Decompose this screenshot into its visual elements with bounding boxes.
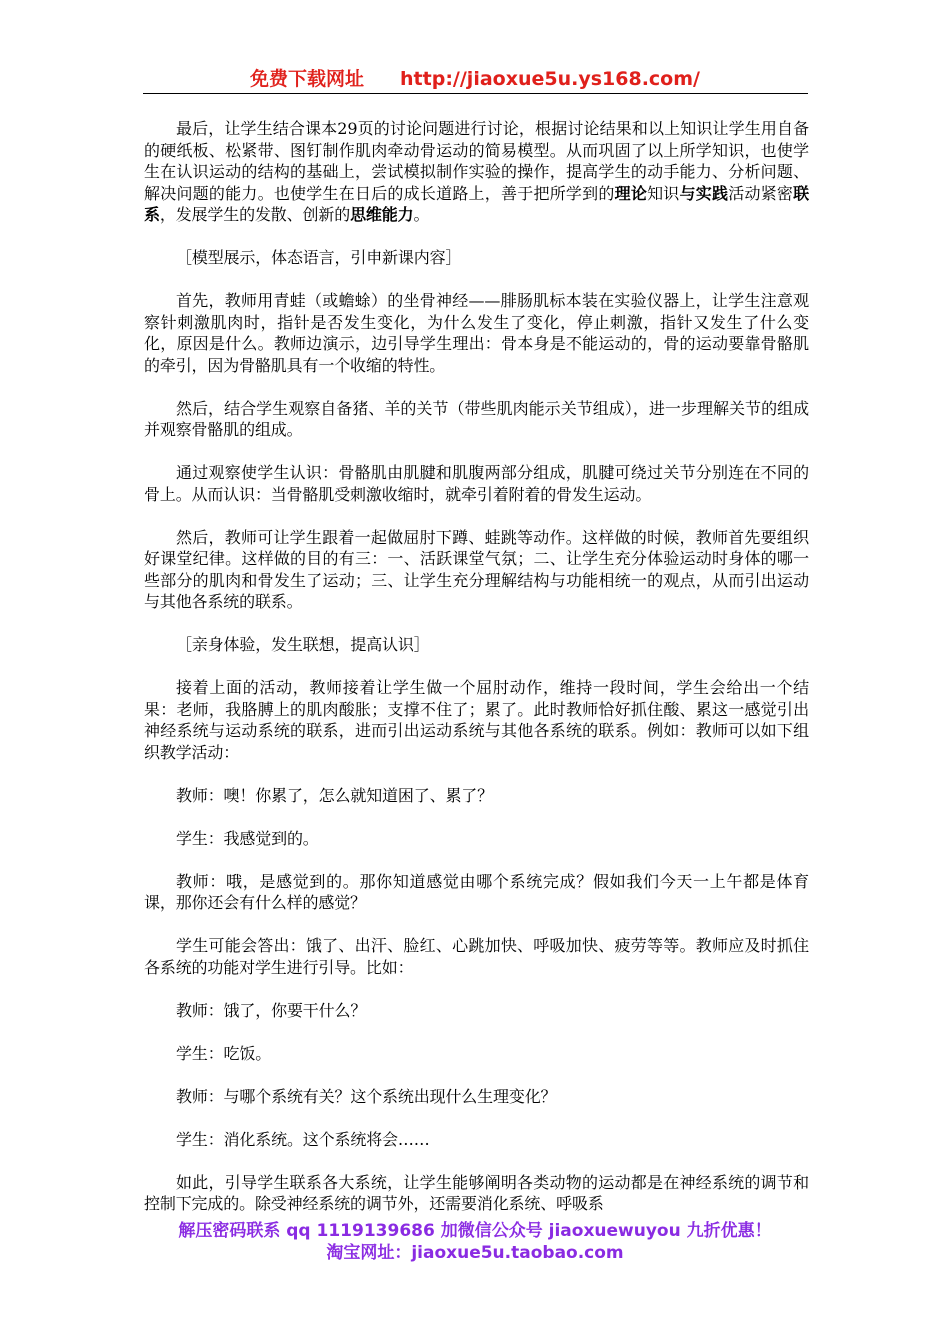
paragraph-spacer [144,613,809,635]
text-run: 通过观察使学生认识：骨骼肌由肌腱和肌腹两部分组成，肌腱可绕过关节分别连在不同的骨上。从而认识：当骨骼肌受刺激收缩时，就牵引着附着的骨发生运动。 [144,463,809,504]
text-run: 然后，结合学生观察自备猪、羊的关节（带些肌肉能示关节组成），进一步理解关节的组成并观察骨骼肌的组成。 [144,398,809,439]
paragraph [144,1129,809,1151]
paragraph-spacer [144,505,809,527]
text-run: ，发展学生的发散、创新的 [159,205,351,224]
text-run: 学生可能会答出：饿了、出汗、脸红、心跳加快、呼吸加快、疲劳等等。教师应及时抓住各系统的功能对学生进行引导。比如： [144,936,809,977]
paragraph [144,935,809,978]
text-run: 教师：噢！你累了，怎么就知道困了、累了？ [176,785,494,805]
paragraph [144,634,809,656]
text-run: 最后，让学生结合课本29页的讨论问题进行讨论，根据讨论结果和以上知识让学生用自备的硬纸板、松紧带、图钉制作肌肉牵动骨运动的简易模型。从而巩固了以上所学知识，也使学生在认识运动的结构的基础上，尝试模拟制作实验的操作，提高学生的动手能力、分析问题、解决问题的能力。也使学生在日后的成长道路上，善于把所学到的 [144,119,809,203]
header-divider [143,93,808,94]
text-run: 教师：与哪个系统有关？这个系统出现什么生理变化？ [176,1086,557,1106]
paragraph-spacer [144,269,809,291]
text-run: 教师：饿了，你要干什么？ [176,1000,367,1020]
footer-contact: 解压密码联系 qq 1119139686 加微信公众号 jiaoxuewuyou 九折优惠！ [178,1221,772,1241]
text-run: 。 [413,205,430,224]
paragraph [144,118,809,226]
paragraph [144,1172,809,1215]
header-label: 免费下载网址 [250,68,365,90]
paragraph-spacer [144,1064,809,1086]
bold-text: 理论 [614,183,648,203]
paragraph-spacer [144,1021,809,1043]
text-run: 学生：消化系统。这个系统将会…… [176,1129,430,1149]
text-run: 如此，引导学生联系各大系统，让学生能够阐明各类动物的运动都是在神经系统的调节和控制下完成的。除受神经系统的调节外，还需要消化系统、呼吸系 [144,1172,809,1213]
text-run: 活动紧密 [728,183,794,203]
paragraph [144,290,809,376]
paragraph-spacer [144,656,809,678]
paragraph [144,785,809,807]
bold-text: 与实践 [679,183,729,203]
paragraph-spacer [144,806,809,828]
paragraph [144,871,809,914]
text-run: 然后，教师可让学生跟着一起做屈肘下蹲、蛙跳等动作。这样做的时候，教师首先要组织好课堂纪律。这样做的目的有三：一、活跃课堂气氛；二、让学生充分体验运动时身体的哪一些部分的肌肉和骨发生了运动；三、让学生充分理解结构与功能相统一的观点，从而引出运动与其他各系统的联系。 [144,527,809,611]
paragraph [144,527,809,613]
paragraph-spacer [144,978,809,1000]
header-url-link[interactable]: http://jiaoxue5u.ys168.com/ [400,68,700,90]
text-run: 接着上面的活动，教师接着让学生做一个屈肘动作，维持一段时间，学生会给出一个结果：老师，我胳膊上的肌肉酸胀；支撑不住了；累了。此时教师恰好抓住酸、累这一感觉引出神经系统与运动系统的联系，进而引出运动系统与其他各系统的联系。例如：教师可以如下组织教学活动： [144,678,809,762]
text-run: 学生：我感觉到的。 [176,828,319,848]
paragraph-spacer [144,441,809,463]
footer-shop-link[interactable]: 淘宝网址：jiaoxue5u.taobao.com [326,1243,624,1263]
text-run: 知识 [647,183,680,203]
paragraph [144,1086,809,1108]
paragraph-spacer [144,914,809,936]
text-run: ［模型展示，体态语言，引申新课内容］ [176,248,462,267]
page-header [0,66,950,92]
document-body [144,118,809,1215]
paragraph-spacer [144,763,809,785]
paragraph [144,398,809,441]
paragraph-spacer [144,849,809,871]
paragraph [144,247,809,269]
text-run: 学生：吃饭。 [176,1043,272,1063]
paragraph-spacer [144,1150,809,1172]
paragraph [144,828,809,850]
paragraph [144,1043,809,1065]
bold-text: 联系 [144,183,810,224]
bold-text: 思维能力 [350,205,414,224]
text-run: 首先，教师用青蛙（或蟾蜍）的坐骨神经——腓肠肌标本装在实验仪器上，让学生注意观察针刺激肌肉时，指针是否发生变化，为什么发生了变化，停止刺激，指针又发生了什么变化，原因是什么。教师边演示，边引导学生理出：骨本身是不能运动的，骨的运动要靠骨骼肌的牵引，因为骨骼肌具有一个收缩的特性。 [144,291,809,375]
text-run: 教师：哦，是感觉到的。那你知道感觉由哪个系统完成？假如我们今天一上午都是体育课，那你还会有什么样的感觉？ [144,871,809,912]
paragraph [144,462,809,505]
paragraph [144,677,809,763]
paragraph-spacer [144,376,809,398]
text-run: ［亲身体验，发生联想，提高认识］ [176,635,430,654]
paragraph-spacer [144,1107,809,1129]
paragraph-spacer [144,226,809,248]
paragraph [144,1000,809,1022]
